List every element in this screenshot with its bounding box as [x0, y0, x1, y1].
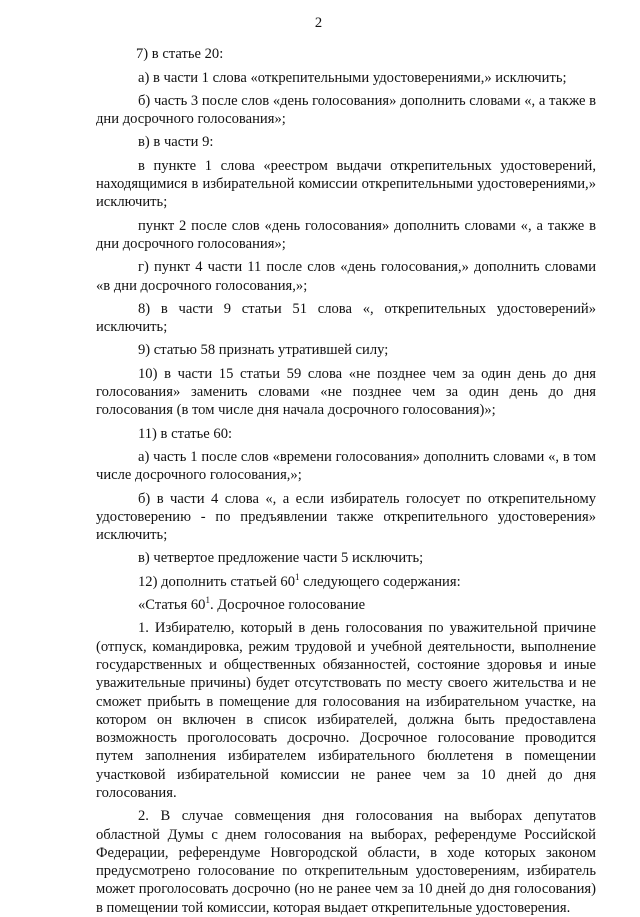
- paragraph-item-10: 10) в части 15 статьи 59 слова «не позднее чем за один день до дня голосования» заменить словами «не позднее чем за один день до дня голосования (в том числе дня начала досрочного голосования)»;: [96, 365, 596, 419]
- paragraph-item-7v-p1: в пункте 1 слова «реестром выдачи открепительных удостоверений, находящимися в избирательной комиссии открепительными удостоверениями,» исключить;: [96, 157, 596, 211]
- paragraph-item-11b: б) в части 4 слова «, а если избиратель голосует по открепительному удостоверению - по предъявлении также открепительного удостоверения» исключить;: [96, 490, 596, 544]
- paragraph-item-7: 7) в статье 20:: [136, 46, 224, 63]
- paragraph-item-11a: а) часть 1 после слов «времени голосования» дополнить словами «, в том числе досрочного голосования,»;: [96, 448, 596, 484]
- paragraph-item-7g: г) пункт 4 части 11 после слов «день голосования,» дополнить словами «в дни досрочного голосования,»;: [96, 259, 596, 294]
- item12-text-before: 12) дополнить статьей 60: [138, 573, 296, 590]
- paragraph-item-12: [96, 573, 596, 591]
- article-title: [96, 596, 596, 614]
- paragraph-item-11v: в) четвертое предложение части 5 исключить;: [138, 550, 424, 567]
- page-number: 2: [314, 15, 323, 31]
- item12-superscript: 1: [295, 571, 300, 582]
- article-paragraph-1: 1. Избирателю, который в день голосования по уважительной причине (отпуск, командировка, режим трудовой и учебной деятельности, выполнение государственных и общественных обязанностей, состояние здоровья и иные уважительные причины) будет отсутствовать по месту своего жительства и не сможет прибыть в помещение для голосования на избирательном участке, на котором он включен в список избирателей, должна быть предоставлена возможность проголосовать досрочно. Досрочное голосование проводится путем заполнения избирателем избирательного бюллетеня в помещении участковой избирательной комиссии не ранее чем за 10 дней до дня голосования.: [96, 620, 596, 801]
- paragraph-item-7v: в) в части 9:: [138, 134, 214, 151]
- paragraph-item-8: 8) в части 9 статьи 51 слова «, открепительных удостоверений» исключить;: [96, 300, 596, 336]
- article-title-before: «Статья 60: [138, 597, 206, 614]
- paragraph-item-9: 9) статью 58 признать утратившей силу;: [138, 342, 389, 359]
- paragraph-item-7v-p2: пункт 2 после слов «день голосования» дополнить словами «, а также в дни досрочного голосования»;: [96, 217, 596, 252]
- article-title-after: . Досрочное голосование: [209, 597, 366, 614]
- paragraph-item-11: 11) в статье 60:: [138, 425, 233, 442]
- article-paragraph-2: 2. В случае совмещения дня голосования на выборах депутатов областной Думы с днем голосования на выборах, референдуме Российской Федерации, референдуме Новгородской области, в ходе которых законом предусмотрено голосование по открепительным удостоверениям, избиратель может проголосовать досрочно (но не ранее чем за 10 дней до дня голосования) в помещении той комиссии, которая выдает открепительные удостоверения.: [96, 808, 596, 916]
- paragraph-item-7a: а) в части 1 слова «открепительными удостоверениями,» исключить;: [138, 69, 567, 86]
- item12-text-after: следующего содержания:: [299, 573, 461, 590]
- paragraph-item-7b: б) часть 3 после слов «день голосования» дополнить словами «, а также в дни досрочного голосования»;: [96, 92, 596, 128]
- article-title-superscript: 1: [205, 595, 210, 606]
